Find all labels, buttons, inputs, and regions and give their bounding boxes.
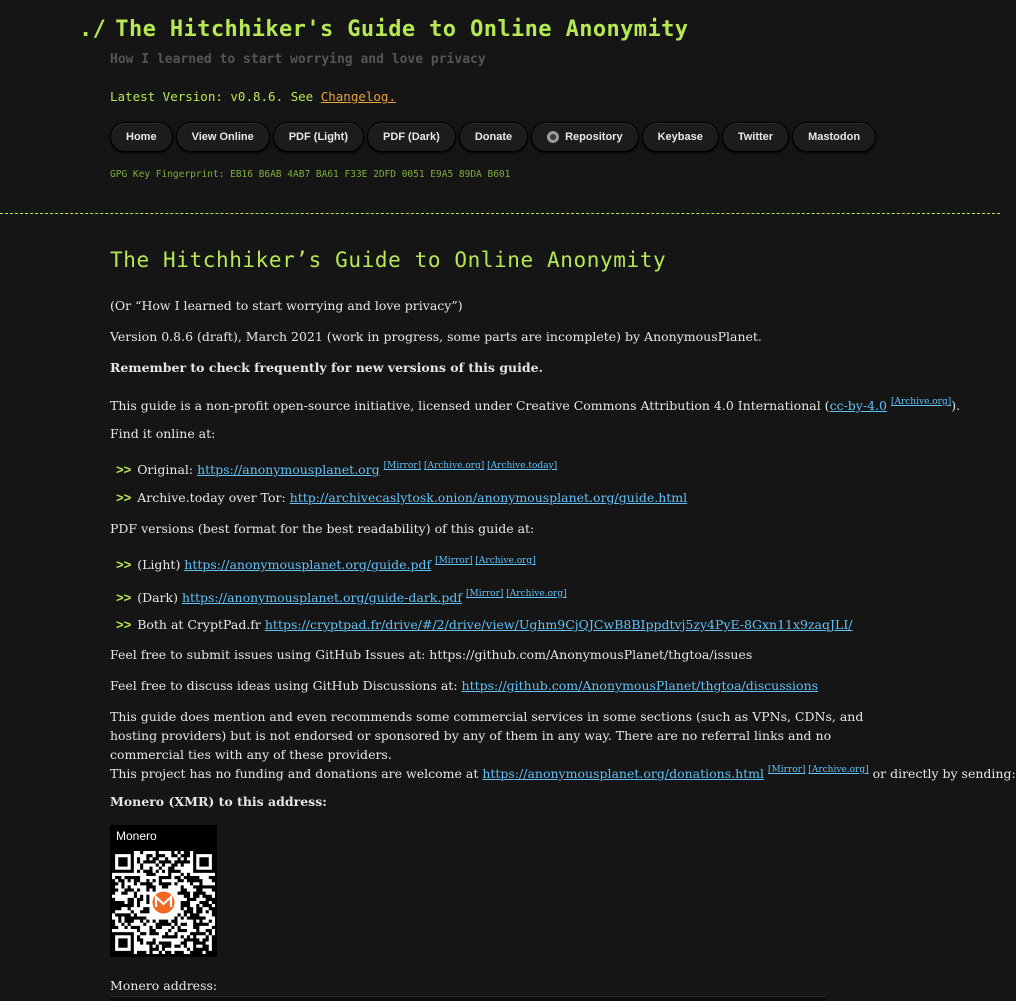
monero-address-box: [110, 996, 826, 1001]
header-divider: [0, 213, 1000, 214]
license-prefix: This guide is a non-profit open-source initiative, licensed under Creative Commons Attribution 4.0 International (: [110, 398, 830, 413]
discuss-paragraph: [110, 676, 818, 695]
qr-label: Monero: [116, 829, 157, 843]
nav-mastodon-button[interactable]: [792, 122, 876, 152]
archive-org-link[interactable]: [Archive.org]: [808, 765, 869, 775]
monero-qr-card: [110, 825, 217, 957]
latest-version: [110, 89, 396, 104]
main-nav: [110, 122, 876, 152]
list-item: [116, 615, 852, 634]
list-item: [116, 488, 687, 507]
list-item: [116, 457, 557, 479]
list-item-prefix: Both at CryptPad.fr: [137, 617, 265, 632]
site-title-text: The Hitchhiker's Guide to Online Anonymity: [115, 17, 689, 42]
mirror-link[interactable]: [Mirror]: [435, 556, 473, 566]
site-header: [0, 0, 1000, 214]
original-link[interactable]: https://anonymousplanet.org: [197, 462, 380, 477]
arrow-icon: >>: [116, 490, 132, 505]
list-item-prefix: Archive.today over Tor:: [137, 490, 290, 505]
archive-today-link[interactable]: [Archive.today]: [487, 461, 558, 471]
list-item-prefix: (Light): [137, 557, 185, 572]
github-icon: [547, 131, 559, 143]
donations-link[interactable]: https://anonymousplanet.org/donations.html: [482, 766, 765, 781]
nav-pdf-dark-button[interactable]: [367, 122, 456, 152]
discuss-prefix: Feel free to discuss ideas using GitHub Discussions at:: [110, 678, 462, 693]
monero-heading: [110, 792, 327, 811]
nav-label: PDF (Dark): [382, 131, 440, 143]
tor-link[interactable]: http://archivecaslytosk.onion/anonymousplanet.org/guide.html: [289, 490, 688, 505]
subtitle-paragraph: (Or “How I learned to start worrying and love privacy”): [110, 298, 463, 313]
archive-org-link[interactable]: [Archive.org]: [423, 461, 485, 471]
arrow-icon: >>: [116, 590, 132, 605]
license-archive-link[interactable]: [Archive.org]: [890, 397, 952, 407]
nav-twitter-button[interactable]: [722, 122, 789, 152]
latest-version-text: Latest Version: v0.8.6. See: [110, 89, 321, 104]
list-item: [116, 552, 536, 574]
site-title[interactable]: [79, 17, 688, 42]
nav-label: Keybase: [657, 131, 703, 143]
site-title-prefix: ./: [79, 17, 107, 42]
license-suffix: ).: [951, 398, 961, 413]
funding-suffix: or directly by sending:: [868, 766, 1016, 781]
cryptpad-link[interactable]: https://cryptpad.fr/drive/#/2/drive/view/Ughm9CjQJCwB8BIppdtvj5zy4PyE-8Gxn11x9zaqJLI/: [264, 617, 853, 632]
disclaimer-paragraph: This guide does mention and even recommends some commercial services in some sections (such as VPNs, CDNs, and hosting providers) but is not endorsed or sponsored by any of them in any way. There are no referral links and no commercial ties with any of these providers.: [110, 709, 864, 762]
nav-repository-button[interactable]: [531, 122, 638, 152]
license-paragraph: [110, 393, 960, 415]
nav-label: Home: [126, 131, 157, 143]
remember-text: Remember to check frequently for new versions of this guide.: [110, 360, 543, 375]
pdf-light-link[interactable]: https://anonymousplanet.org/guide.pdf: [184, 557, 432, 572]
nav-label: Repository: [565, 131, 623, 143]
archive-org-link[interactable]: [Archive.org]: [506, 589, 567, 599]
nav-label: PDF (Light): [288, 131, 348, 143]
mirror-link[interactable]: [Mirror]: [383, 461, 422, 471]
nav-home-button[interactable]: [110, 122, 173, 152]
arrow-icon: >>: [116, 557, 132, 572]
monero-qr-code: [112, 851, 215, 954]
nav-label: View Online: [191, 131, 254, 143]
list-item-prefix: Original:: [137, 462, 198, 477]
nav-label: Mastodon: [808, 131, 861, 143]
nav-view-online-button[interactable]: [176, 122, 270, 152]
list-item-prefix: (Dark): [137, 590, 182, 605]
gpg-fingerprint: GPG Key Fingerprint: EB16 B6AB 4AB7 BA61 F33E 2DFD 0051 E9A5 89DA B601: [110, 169, 511, 180]
pdf-dark-link[interactable]: https://anonymousplanet.org/guide-dark.pdf: [181, 590, 462, 605]
discussions-link[interactable]: https://github.com/AnonymousPlanet/thgtoa/discussions: [461, 678, 819, 693]
nav-keybase-button[interactable]: [642, 122, 719, 152]
nav-label: Twitter: [737, 131, 774, 143]
archive-org-link[interactable]: [Archive.org]: [475, 556, 536, 566]
qr-code-graphic: [112, 851, 215, 954]
nav-label: Donate: [474, 131, 513, 143]
mirror-link[interactable]: [Mirror]: [465, 589, 504, 599]
remember-paragraph: [110, 358, 543, 377]
site-subtitle: How I learned to start worrying and love privacy: [110, 52, 486, 67]
arrow-icon: >>: [116, 462, 132, 477]
changelog-link[interactable]: Changelog.: [320, 89, 396, 104]
monero-address-label: Monero address:: [110, 978, 218, 993]
list-item: [116, 585, 567, 607]
pdf-intro-paragraph: PDF versions (best format for the best readability) of this guide at:: [110, 521, 535, 536]
nav-pdf-light-button[interactable]: [273, 122, 364, 152]
document-title: The Hitchhiker’s Guide to Online Anonymity: [110, 248, 667, 272]
funding-prefix: This project has no funding and donations are welcome at: [110, 766, 483, 781]
qr-finder-pattern: [112, 851, 134, 873]
arrow-icon: >>: [116, 617, 132, 632]
qr-finder-pattern: [193, 851, 215, 873]
find-online-paragraph: Find it online at:: [110, 426, 216, 441]
version-paragraph: Version 0.8.6 (draft), March 2021 (work in progress, some parts are incomplete) by AnonymousPlanet.: [110, 329, 762, 344]
issues-paragraph: Feel free to submit issues using GitHub Issues at: https://github.com/AnonymousPlanet/thgtoa/issues: [110, 647, 753, 662]
monero-heading-text: Monero (XMR) to this address:: [110, 794, 327, 809]
funding-paragraph: [110, 761, 1016, 783]
qr-finder-pattern: [112, 932, 134, 954]
license-link[interactable]: cc-by-4.0: [829, 398, 887, 413]
mirror-link[interactable]: [Mirror]: [768, 765, 806, 775]
nav-donate-button[interactable]: [459, 122, 528, 152]
